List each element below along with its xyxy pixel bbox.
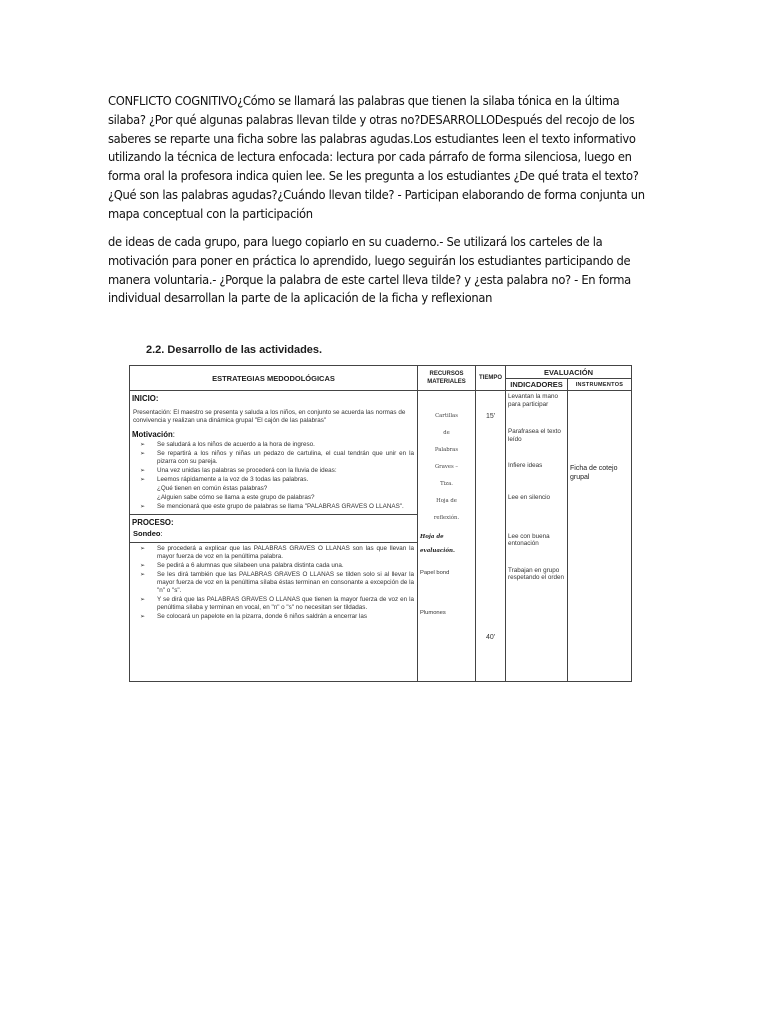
recurso-item: Hoja de bbox=[436, 498, 457, 504]
recurso-item: Cartillas bbox=[435, 413, 458, 419]
list-item-text: Se mencionará que este grupo de palabras se llama "PALABRAS GRAVES O LLANAS". bbox=[157, 503, 404, 510]
recurso-item: reflexión. bbox=[433, 515, 460, 521]
sondeo-title: Sondeo: bbox=[133, 529, 163, 538]
list-item-text: Se repartirá a los niños y niñas un pedazo de cartulina, el cual tendrán que unir en la pizarra con su pareja. bbox=[157, 450, 414, 465]
list-item bbox=[130, 562, 417, 570]
list-item bbox=[130, 545, 417, 561]
presentacion-text: Presentación: El maestro se presenta y saluda a los niños, en conjunto se acuerda las normas de convivencia y realizan una dinámica grupal "El cajón de las palabras" bbox=[133, 409, 406, 424]
list-item-text: Se pedirá a 6 alumnas que silabeen una palabra distinta cada una. bbox=[157, 562, 344, 569]
inicio-title: INICIO: bbox=[132, 394, 159, 403]
list-item-text: Se saludará a los niños de acuerdo a la hora de ingreso. bbox=[157, 441, 315, 448]
question-item: ¿Qué tienen en común éstas palabras? bbox=[157, 485, 268, 492]
sondeo-list bbox=[130, 545, 417, 621]
paragraph-conflicto-cognitivo: CONFLICTO COGNITIVO¿Cómo se llamará las palabras que tienen la silaba tónica en la última silaba? ¿Por qué algunas palabras llevan tilde y otras no?DESARROLLODespués del recojo de los saberes se reparte una ficha sobre las palabras agudas.Los estudiantes leen el texto informativo utilizando la técnica de lectura enfocada: lectura por cada párrafo de forma silenciosa, luego en forma oral la profesora indica quien lee. Se les pregunta a los estudiantes ¿De qué trata el texto?¿Qué son las palabras agudas?¿Cuándo llevan tilde? - Participan elaborando de forma conjunta un mapa conceptual con la participación bbox=[108, 93, 645, 221]
indicador-infiere: Infiere ideas bbox=[508, 462, 543, 470]
instrumentos-cell bbox=[568, 391, 632, 682]
list-item-text: Se procederá a explicar que las PALABRAS GRAVES O LLANAS son las que llevan la mayor fuerza de voz en la penúltima palabra. bbox=[157, 545, 414, 560]
arrow-bullet-icon: ➢ bbox=[140, 442, 146, 448]
indicador-parafrasea: Parafrasea el texto leído bbox=[508, 428, 561, 443]
list-item-text: Leemos rápidamente a la voz de 3 todas las palabras. bbox=[157, 476, 309, 483]
list-item bbox=[130, 503, 417, 511]
header-evaluacion: EVALUACIÓN bbox=[506, 366, 632, 379]
list-item bbox=[130, 596, 417, 612]
list-item bbox=[130, 441, 417, 449]
section-title: 2.2. Desarrollo de las actividades. bbox=[146, 344, 323, 356]
indicadores-cell bbox=[506, 391, 568, 682]
arrow-bullet-icon: ➢ bbox=[140, 614, 146, 620]
arrow-bullet-icon: ➢ bbox=[140, 546, 146, 552]
estrategias-cell bbox=[130, 391, 418, 682]
header-estrategias: ESTRATEGIAS MEDODOLÓGICAS bbox=[130, 366, 418, 391]
arrow-bullet-icon: ➢ bbox=[140, 451, 146, 457]
header-instrumentos: INSTRUMENTOS bbox=[568, 379, 632, 391]
arrow-bullet-icon: ➢ bbox=[140, 572, 146, 578]
paragraph-continuacion: de ideas de cada grupo, para luego copiarlo en su cuaderno.- Se utilizará los carteles de la motivación para poner en práctica lo aprendido, luego seguirán los estudiantes participando de manera voluntaria.- ¿Porque la palabra de este cartel lleva tilde? y ¿esta palabra no? - En forma individual desarrollan la parte de la aplicación de la ficha y reflexionan bbox=[108, 234, 631, 306]
motivacion-title: Motivación: bbox=[132, 430, 175, 439]
motivacion-list bbox=[130, 441, 417, 511]
recurso-item: de bbox=[443, 430, 450, 436]
proceso-title: PROCESO: bbox=[132, 518, 174, 527]
arrow-bullet-icon: ➢ bbox=[140, 504, 146, 510]
list-item bbox=[130, 571, 417, 595]
list-item bbox=[130, 613, 417, 621]
header-indicadores: INDICADORES bbox=[506, 379, 568, 391]
arrow-bullet-icon: ➢ bbox=[140, 477, 146, 483]
indicador-levantan-mano: Levantan la mano para participar bbox=[508, 393, 559, 408]
list-item-text: Y se dirá que las PALABRAS GRAVES O LLANAS que tienen la mayor fuerza de voz en la penúltima sílaba y terminan en vocal, en "n" o "s" no necesitan ser tildadas. bbox=[157, 596, 414, 611]
hoja-evaluacion: Hoja de evaluación. bbox=[420, 534, 455, 554]
list-item-text: Se les dirá también que las PALABRAS GRAVES O LLANAS se tilden solo si al llevar la mayor fuerza de voz en la penúltima sílaba éstas terminan en consonante a excepción de la "n" o "s". bbox=[157, 571, 414, 594]
activities-table bbox=[129, 365, 632, 682]
tiempo-inicio: 15' bbox=[485, 413, 496, 420]
list-item bbox=[130, 450, 417, 466]
instrumento-ficha: Ficha de cotejo grupal bbox=[570, 465, 618, 481]
tiempo-cell bbox=[476, 391, 506, 682]
arrow-bullet-icon: ➢ bbox=[140, 597, 146, 603]
arrow-bullet-icon: ➢ bbox=[140, 468, 146, 474]
indicador-trabajan-grupo: Trabajan en grupo respetando el orden bbox=[508, 566, 565, 582]
indicador-entonacion: Lee con buena entonación bbox=[508, 532, 550, 548]
recurso-item: Palabras bbox=[434, 447, 459, 453]
recursos-cell bbox=[418, 391, 476, 682]
list-item bbox=[130, 476, 417, 484]
list-item bbox=[130, 467, 417, 475]
recursos-inicio bbox=[418, 413, 475, 521]
recurso-item: Graves – bbox=[434, 464, 459, 470]
tiempo-proceso: 40' bbox=[485, 634, 496, 641]
list-item-text: Se colocará un papelote en la pizarra, donde 6 niños saldrán a encerrar las bbox=[157, 613, 368, 620]
recurso-plumones: Plumones bbox=[420, 610, 446, 616]
list-item-text: Una vez unidas las palabras se procederá con la lluvia de ideas: bbox=[157, 467, 337, 474]
recurso-papel-bond: Papel bond bbox=[420, 570, 450, 576]
recurso-item: Tiza. bbox=[440, 481, 453, 487]
header-tiempo: TIEMPO bbox=[476, 366, 506, 391]
question-item: ¿Alguien sabe cómo se llama a este grupo de palabras? bbox=[157, 494, 315, 501]
arrow-bullet-icon: ➢ bbox=[140, 563, 146, 569]
indicador-lee-silencio: Lee en silencio bbox=[508, 493, 551, 501]
header-recursos: RECURSOS MATERIALES bbox=[418, 366, 476, 391]
